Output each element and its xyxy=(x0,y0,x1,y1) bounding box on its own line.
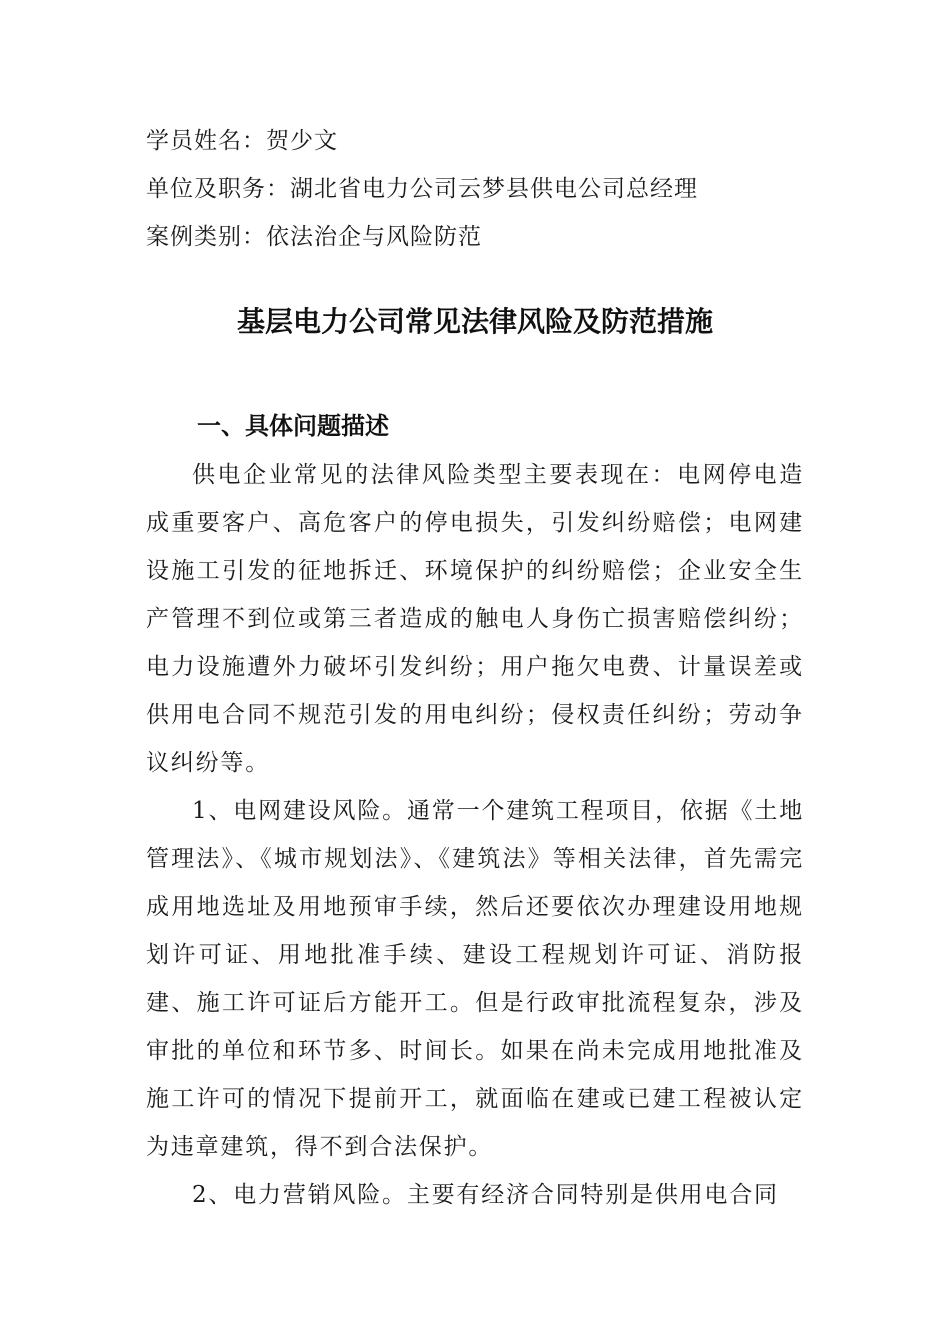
paragraph-grid-construction-risk: 1、电网建设风险。通常一个建筑工程项目，依据《土地管理法》、《城市规划法》、《建筑法》等相关法律，首先需完成用地选址及用地预审手续，然后还要依次办理建设用地规划许可证、用地批准手续、建设工程规划许可证、消防报建、施工许可证后方能开工。但是行政审批流程复杂，涉及审批的单位和环节多、时间长。如果在尚未完成用地批准及施工许可的情况下提前开工，就面临在建或已建工程被认定为违章建筑，得不到合法保护。 xyxy=(146,798,804,1160)
section-body xyxy=(146,451,804,1219)
paragraph-marketing-risk: 2、电力营销风险。主要有经济合同特别是供用电合同 xyxy=(192,1182,779,1208)
section-heading: 一、具体问题描述 xyxy=(197,412,389,440)
student-name: 学员姓名：贺少文 xyxy=(146,128,338,154)
paragraph-overview: 供电企业常见的法律风险类型主要表现在：电网停电造成重要客户、高危客户的停电损失，引发纠纷赔偿；电网建设施工引发的征地拆迁、环境保护的纠纷赔偿；企业安全生产管理不到位或第三者造成的触电人身伤亡损害赔偿纠纷；电力设施遭外力破坏引发纠纷；用户拖欠电费、计量误差或供用电合同不规范引发的用电纠纷；侵权责任纠纷；劳动争议纠纷等。 xyxy=(146,462,804,776)
document-title: 基层电力公司常见法律风险及防范措施 xyxy=(236,305,713,338)
document-meta xyxy=(146,117,698,261)
case-category: 案例类别：依法治企与风险防范 xyxy=(146,224,482,250)
unit-position: 单位及职务：湖北省电力公司云梦县供电公司总经理 xyxy=(146,176,698,202)
